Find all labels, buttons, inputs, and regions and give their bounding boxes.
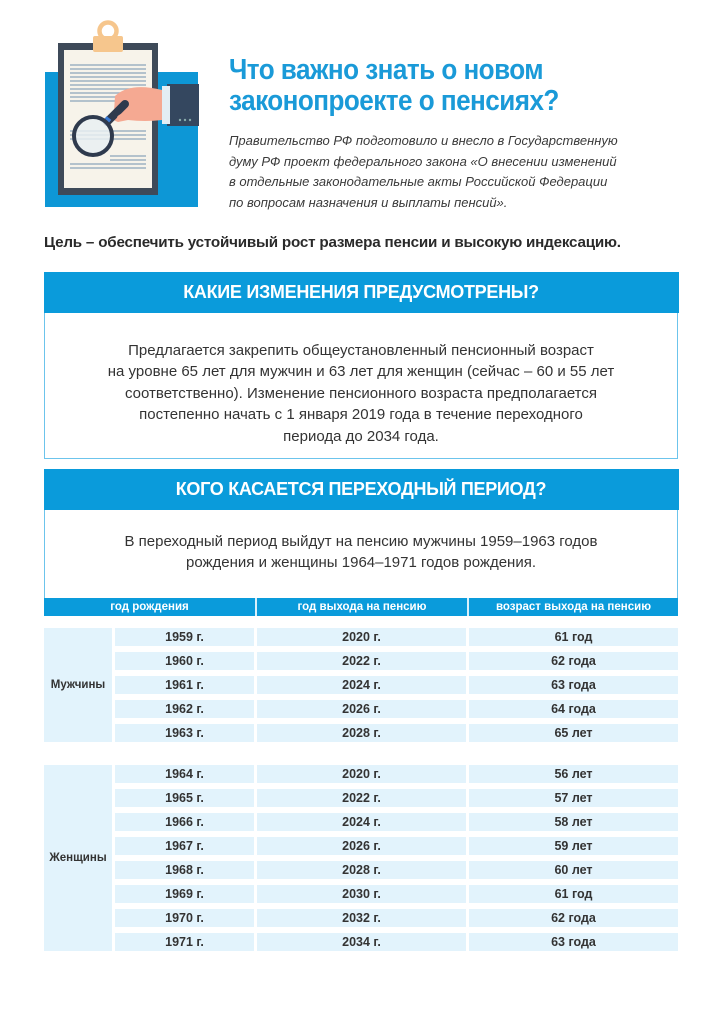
- intro-line: думу РФ проект федерального закона «О внесении изменений: [229, 153, 617, 169]
- cell-birth-year: 1971 г.: [115, 933, 254, 951]
- cell-retirement-year: 2020 г.: [257, 765, 466, 783]
- cell-retirement-year: 2022 г.: [257, 652, 466, 670]
- table-row: [115, 652, 678, 670]
- body-line: постепенно начать с 1 января 2019 года в течение переходного: [139, 406, 583, 424]
- group-label: Мужчины: [44, 628, 112, 742]
- cell-retirement-age: 65 лет: [469, 724, 678, 742]
- cell-retirement-year: 2028 г.: [257, 861, 466, 879]
- page-title: [229, 55, 643, 117]
- body-line: В переходный период выйдут на пенсию мужчины 1959–1963 годов: [124, 533, 598, 550]
- cell-birth-year: 1962 г.: [115, 700, 254, 718]
- cell-retirement-age: 62 года: [469, 652, 678, 670]
- cell-retirement-age: 62 года: [469, 909, 678, 927]
- table-row: [115, 700, 678, 718]
- cell-retirement-age: 61 год: [469, 885, 678, 903]
- cell-birth-year: 1969 г.: [115, 885, 254, 903]
- clipboard-magnifier-icon: [40, 18, 205, 213]
- intro-line: по вопросам назначения и выплаты пенсий».: [229, 194, 508, 210]
- table-row: [115, 789, 678, 807]
- intro-line: Правительство РФ подготовило и внесло в Государственную: [229, 133, 618, 148]
- goal-statement: Цель – обеспечить устойчивый рост размера пенсии и высокую индексацию.: [44, 234, 621, 251]
- table-row: [115, 724, 678, 742]
- cell-retirement-age: 56 лет: [469, 765, 678, 783]
- cell-retirement-year: 2032 г.: [257, 909, 466, 927]
- cell-retirement-year: 2024 г.: [257, 676, 466, 694]
- cell-birth-year: 1959 г.: [115, 628, 254, 646]
- table-row: [115, 837, 678, 855]
- column-header-retirement-age: возраст выхода на пенсию: [467, 598, 678, 616]
- table-group-women: [44, 765, 678, 951]
- cell-birth-year: 1966 г.: [115, 813, 254, 831]
- body-line: на уровне 65 лет для мужчин и 63 лет для женщин (сейчас – 60 и 55 лет: [107, 363, 615, 381]
- cell-retirement-year: 2034 г.: [257, 933, 466, 951]
- table-row: [115, 813, 678, 831]
- cell-retirement-age: 63 года: [469, 676, 678, 694]
- intro-line: в отдельные законодательные акты Российской Федерации: [229, 174, 608, 189]
- body-line: рождения и женщины 1964–1971 годов рождения.: [186, 554, 536, 572]
- cell-retirement-year: 2022 г.: [257, 789, 466, 807]
- section-heading: КОГО КАСАЕТСЯ ПЕРЕХОДНЫЙ ПЕРИОД?: [44, 469, 679, 510]
- group-label: Женщины: [44, 765, 112, 951]
- table-row: [115, 628, 678, 646]
- cell-retirement-age: 60 лет: [469, 861, 678, 879]
- cell-retirement-age: 63 года: [469, 933, 678, 951]
- cell-birth-year: 1968 г.: [115, 861, 254, 879]
- cell-retirement-year: 2026 г.: [257, 837, 466, 855]
- cell-retirement-year: 2024 г.: [257, 813, 466, 831]
- body-line: Предлагается закрепить общеустановленный пенсионный возраст: [128, 342, 594, 359]
- column-header-birth-year: год рождения: [110, 601, 189, 613]
- body-line: соответственно). Изменение пенсионного возраста предполагается: [125, 384, 597, 402]
- cell-retirement-year: 2020 г.: [257, 628, 466, 646]
- body-line: периода до 2034 года.: [283, 427, 439, 445]
- cell-birth-year: 1970 г.: [115, 909, 254, 927]
- table-row: [115, 909, 678, 927]
- section-body: [45, 313, 677, 447]
- table-group-men: [44, 628, 678, 742]
- cell-birth-year: 1961 г.: [115, 676, 254, 694]
- table-row: [115, 765, 678, 783]
- cell-birth-year: 1967 г.: [115, 837, 254, 855]
- cell-birth-year: 1960 г.: [115, 652, 254, 670]
- cell-retirement-age: 57 лет: [469, 789, 678, 807]
- cell-birth-year: 1964 г.: [115, 765, 254, 783]
- table-row: [115, 676, 678, 694]
- cell-retirement-age: 64 года: [469, 700, 678, 718]
- changes-section: [44, 272, 678, 459]
- cell-retirement-age: 61 год: [469, 628, 678, 646]
- cell-birth-year: 1963 г.: [115, 724, 254, 742]
- title-line: Что важно знать о новом: [229, 54, 544, 86]
- table-row: [115, 861, 678, 879]
- cell-retirement-year: 2030 г.: [257, 885, 466, 903]
- table-row: [115, 885, 678, 903]
- title-line: законопроекте о пенсиях?: [229, 85, 559, 117]
- cell-birth-year: 1965 г.: [115, 789, 254, 807]
- table-header: [44, 598, 678, 616]
- intro-text: [229, 131, 689, 213]
- cell-retirement-age: 59 лет: [469, 837, 678, 855]
- cell-retirement-year: 2028 г.: [257, 724, 466, 742]
- cell-retirement-year: 2026 г.: [257, 700, 466, 718]
- section-body: [45, 510, 677, 574]
- section-heading: КАКИЕ ИЗМЕНЕНИЯ ПРЕДУСМОТРЕНЫ?: [44, 272, 679, 313]
- transition-section: [44, 469, 678, 598]
- table-row: [115, 933, 678, 951]
- cell-retirement-age: 58 лет: [469, 813, 678, 831]
- column-header-retirement-year: год выхода на пенсию: [255, 598, 467, 616]
